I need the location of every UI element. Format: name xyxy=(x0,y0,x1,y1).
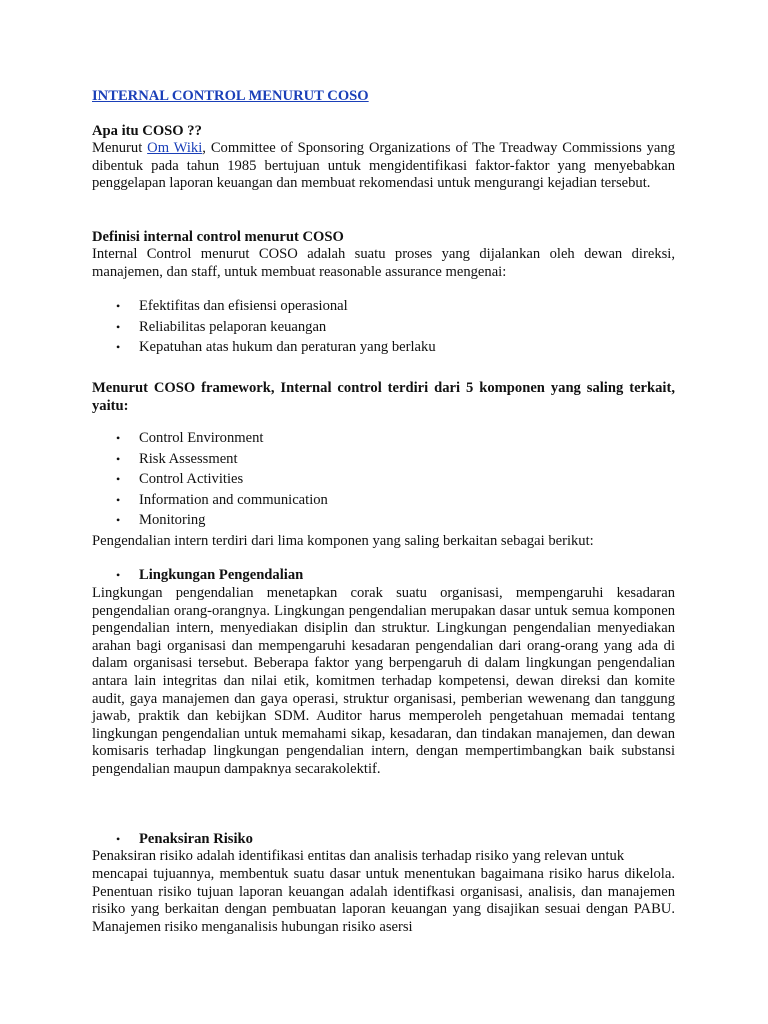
definition-paragraph: Internal Control menurut COSO adalah suatu proses yang dijalankan oleh dewan direksi, manajemen, dan staff, untuk membuat reasonable assurance mengenai: xyxy=(92,246,675,280)
section-heading-framework: Menurut COSO framework, Internal control terdiri dari 5 komponen yang saling terkait, yaitu: xyxy=(92,380,675,414)
risk-assessment-first-line: Penaksiran risiko adalah identifikasi entitas dan analisis terhadap risiko yang relevan untuk xyxy=(92,848,625,864)
list-item: • Kepatuhan atas hukum dan peraturan yang berlaku xyxy=(92,339,675,360)
control-environment-paragraph: Lingkungan pengendalian menetapkan corak suatu organisasi, mempengaruhi kesadaran pengendalian orang-orangnya. Lingkungan pengendalian merupakan dasar untuk semua komponen pengendalian intern, menyediakan disiplin dan struktur. Lingkungan pengendalian menyediakan arahan bagi organisasi dan mempengaruhi kesadaran pengendalian dari orang-orang yang ada di dalam organisasi tersebut. Beberapa faktor yang berpengaruh di dalam lingkungan pengendalian antara lain integritas dan nilai etik, komitmen terhadap kompetensi, dewan direksi dan komite audit, gaya manajemen dan gaya operasi, struktur organisasi, pemberian wewenang dan tanggung jawab, praktik dan kebijkan SDM. Auditor harus memperoleh pengetahuan memadai tentang lingkungan pengendalian untuk memahami sikap, kesadaran, dan tindakan manajemen, dan dewan komisaris terhadap lingkungan pengendalian intern, dengan mempertimbangkan baik substansi pengendalian maupun dampaknya secarakolektif. xyxy=(92,585,675,777)
definition-list xyxy=(92,298,675,360)
component-list xyxy=(92,430,675,533)
page-title: INTERNAL CONTROL MENURUT COSO xyxy=(92,88,369,104)
list-item: • Control Activities xyxy=(92,471,675,492)
list-item: • Control Environment xyxy=(92,430,675,451)
coso-paragraph xyxy=(92,140,675,193)
list-item: • Efektifitas dan efisiensi operasional xyxy=(92,298,675,319)
om-wiki-link[interactable]: Om Wiki xyxy=(147,140,203,156)
section-heading-risk-assessment: • Penaksiran Risiko xyxy=(92,831,675,849)
list-item: • Reliabilitas pelaporan keuangan xyxy=(92,319,675,340)
list-item: • Monitoring xyxy=(92,512,675,533)
section-heading-control-environment: • Lingkungan Pengendalian xyxy=(92,567,675,585)
risk-assessment-paragraph: mencapai tujuannya, membentuk suatu dasar untuk menentukan bagaimana risiko harus dikelola. Penentuan risiko tujuan laporan keuangan adalah identifkasi organisasi, analisis, dan manajemen risiko yang berkaitan dengan pembuatan laporan keuangan yang disajikan sesuai dengan PABU. Manajemen risiko menganalisis hubungan risiko asersi xyxy=(92,866,675,935)
list-item: • Information and communication xyxy=(92,492,675,513)
list-item: • Risk Assessment xyxy=(92,451,675,472)
components-intro: Pengendalian intern terdiri dari lima komponen yang saling berkaitan sebagai berikut: xyxy=(92,533,594,549)
section-heading-coso: Apa itu COSO ?? xyxy=(92,123,202,139)
section-heading-definition: Definisi internal control menurut COSO xyxy=(92,229,344,245)
coso-paragraph-body: , Committee of Sponsoring Organizations of The Treadway Commissions yang dibentuk pada tahun 1985 bertujuan untuk mengidentifikasi faktor-faktor yang menyebabkan penggelapan laporan keuangan dan membuat rekomendasi untuk mengurangi kejadian tersebut. xyxy=(92,140,675,192)
coso-paragraph-prefix: Menurut xyxy=(92,140,148,156)
